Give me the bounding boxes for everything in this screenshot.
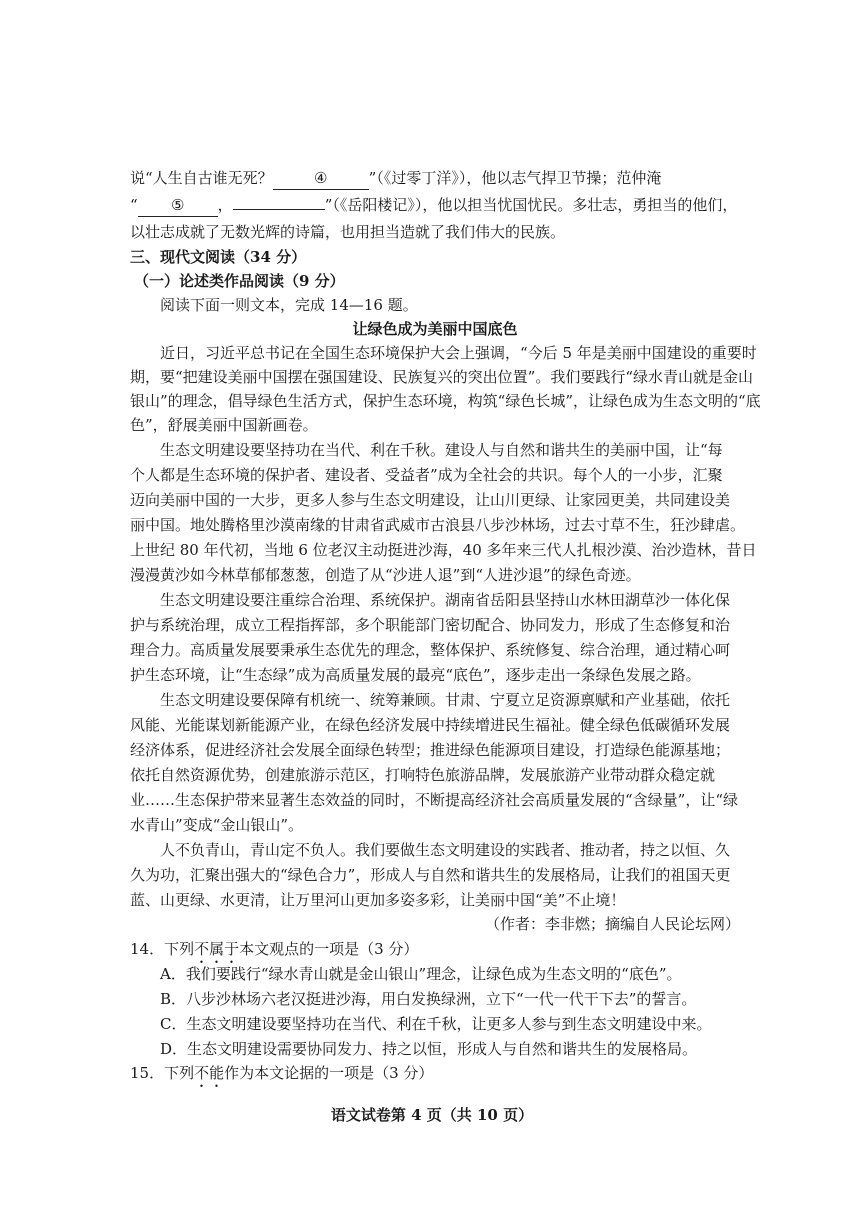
emphasis-text: 不能 — [194, 1064, 225, 1082]
article-line: 经济体系，促进经济社会发展全面绿色转型；推进绿色能源项目建设，打造绿色能源基地； — [130, 741, 731, 759]
article-line: 业……生态保护带来显著生态效益的同时，不断提高经济社会高质量发展的“含绿量”，让“绿 — [130, 791, 739, 809]
option-c[interactable]: C．生态文明建设要坚持功在当代、利在千秋，让更多人参与到生态文明建设中来。 — [160, 1015, 712, 1033]
page-footer: 语文试卷第 4 页（共 10 页） — [330, 1106, 534, 1124]
article-source: （作者：李非燃；摘编自人民论坛网） — [484, 915, 740, 933]
answer-blank-5b[interactable] — [233, 209, 325, 210]
article-line: 护与系统治理，成立工程指挥部，多个职能部门密切配合、协同发力，形成了生态修复和治 — [130, 616, 731, 634]
poem-fill-line-1 — [130, 167, 740, 190]
poem-text: ”（《过零丁洋》），他以志气捍卫节操；范仲淹 — [368, 169, 662, 187]
article-line: 水青山”变成“金山银山”。 — [130, 816, 304, 834]
question-text: 15．下列 — [130, 1064, 195, 1082]
answer-blank-4[interactable]: ④ — [273, 167, 369, 190]
article-line: 漫漫黄沙如今林草郁郁葱葱，创造了从“沙进人退”到“人进沙退”的绿色奇迹。 — [130, 566, 641, 584]
article-line: 人不负青山，青山定不负人。我们要做生态文明建设的实践者、推动者，持之以恒、久 — [160, 841, 731, 859]
instruction-text: 阅读下面一则文本，完成 14—16 题。 — [160, 296, 418, 314]
question-15-stem — [130, 1062, 740, 1091]
article-line: 银山”的理念，倡导绿色生活方式，保护生态环境，构筑“绿色长城”，让绿色成为生态文明的“底 — [130, 392, 761, 410]
subsection-heading: （一）论述类作品阅读（9 分） — [134, 272, 345, 290]
section-heading: 三、现代文阅读（34 分） — [130, 248, 307, 266]
emphasis-text: 不属于 — [194, 940, 240, 958]
article-line: 上世纪 80 年代初，当地 6 位老汉主动挺进沙海，40 多年来三代人扎根沙漠、治沙造林，昔日 — [130, 541, 757, 559]
option-a[interactable]: A．我们要践行“绿水青山就是金山银山”理念，让绿色成为生态文明的“底色”。 — [160, 965, 682, 983]
question-text: 作为本文论据的一项是（3 分） — [224, 1064, 434, 1082]
poem-text: 说“人生自古谁无死？ — [130, 169, 273, 187]
article-title: 让绿色成为美丽中国底色 — [352, 320, 518, 338]
answer-blank-5[interactable]: ⑤ — [138, 194, 218, 217]
poem-text: ”（《岳阳楼记》），他以担当忧国忧民。多壮志，勇担当的他们， — [324, 196, 738, 214]
quote-mark: “ — [130, 196, 138, 214]
article-line: 风能、光能谋划新能源产业，在绿色经济发展中持续增进民生福祉。健全绿色低碳循环发展 — [130, 716, 731, 734]
article-line: 色”，舒展美丽中国新画卷。 — [130, 416, 318, 434]
article-line: 丽中国。地处腾格里沙漠南缘的甘肃省武威市古浪县八步沙林场，过去寸草不生，狂沙肆虐。 — [130, 516, 746, 534]
article-line: 理合力。高质量发展要秉承生态优先的理念，整体保护、系统修复、综合治理，通过精心呵 — [130, 641, 731, 659]
question-text: 本文观点的一项是（3 分） — [239, 940, 419, 958]
article-line: 近日，习近平总书记在全国生态环境保护大会上强调，“今后 5 年是美丽中国建设的重要时 — [160, 344, 757, 362]
article-line: 个人都是生态环境的保护者、建设者、受益者”成为全社会的共识。每个人的一小步，汇聚 — [130, 466, 723, 484]
comma: ， — [217, 196, 233, 214]
poem-fill-line-3: 以壮志成就了无数光辉的诗篇，也用担当造就了我们伟大的民族。 — [130, 223, 566, 241]
article-line: 久为功，汇聚出强大的“绿色合力”，形成人与自然和谐共生的发展格局，让我们的祖国天更 — [130, 866, 731, 884]
question-text: 14．下列 — [130, 940, 195, 958]
article-line: 生态文明建设要保障有机统一、统筹兼顾。甘肃、宁夏立足资源禀赋和产业基础，依托 — [160, 691, 731, 709]
article-line: 生态文明建设要坚持功在当代、利在千秋。建设人与自然和谐共生的美丽中国，让“每 — [160, 441, 723, 459]
article-line: 依托自然资源优势，创建旅游示范区，打响特色旅游品牌，发展旅游产业带动群众稳定就 — [130, 766, 716, 784]
article-line: 护生态环境，让“生态绿”成为高质量发展的最亮“底色”，逐步走出一条绿色发展之路。 — [130, 666, 701, 684]
article-line: 生态文明建设要注重综合治理、系统保护。湖南省岳阳县坚持山水林田湖草沙一体化保 — [160, 591, 731, 609]
option-b[interactable]: B．八步沙林场六老汉挺进沙海，用白发换绿洲，立下“一代一代干下去”的誓言。 — [160, 990, 697, 1008]
poem-fill-line-2 — [130, 194, 740, 217]
article-line: 迈向美丽中国的一大步，更多人参与生态文明建设，让山川更绿、让家园更美，共同建设美 — [130, 491, 731, 509]
article-line: 期，要“把建设美丽中国摆在强国建设、民族复兴的突出位置”。我们要践行“绿水青山就是金山 — [130, 368, 754, 386]
option-d[interactable]: D．生态文明建设需要协同发力、持之以恒，形成人与自然和谐共生的发展格局。 — [160, 1040, 698, 1058]
article-line: 蓝、山更绿、水更清，让万里河山更加多姿多彩，让美丽中国“美”不止境！ — [130, 891, 626, 909]
